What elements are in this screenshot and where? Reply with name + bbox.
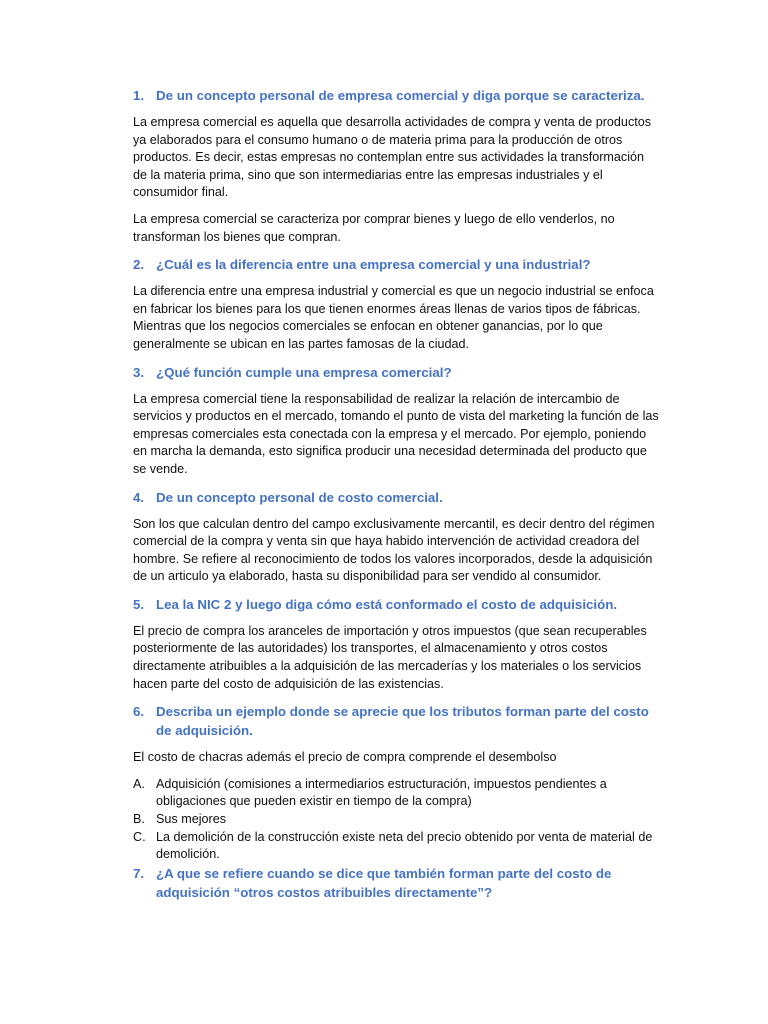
list-letter: A.: [133, 776, 145, 791]
list-item: [133, 776, 659, 811]
question-6: [133, 702, 659, 740]
question-number: 5.: [133, 596, 145, 612]
question-text: De un concepto personal de empresa comercial y diga porque se caracteriza.: [156, 88, 645, 103]
answer-paragraph: Son los que calculan dentro del campo exclusivamente mercantil, es decir dentro del régimen comercial de la compra y venta sin que haya habido intervención de actividad creadora del hombre. Se refiere al reconocimiento de todos los valores incorporados, desde la adquisición de un articulo ya elaborado, hasta su disponibilidad para ser vendido al consumidor.: [133, 516, 655, 584]
list-item: [133, 829, 659, 864]
question-number: 1.: [133, 88, 145, 103]
list-item-text: Adquisición (comisiones a intermediarios estructuración, impuestos pendientes a obligaciones que pueden existir en tiempo de la compra): [156, 776, 607, 809]
question-text: De un concepto personal de costo comercial.: [156, 489, 443, 505]
lettered-list: [133, 776, 659, 864]
list-item: [133, 811, 659, 829]
answer-paragraph: La empresa comercial se caracteriza por comprar bienes y luego de ello venderlos, no transforman los bienes que compran.: [133, 211, 615, 244]
question-5: [133, 595, 659, 614]
question-2: [133, 255, 659, 274]
list-item-text: Sus mejores: [156, 812, 226, 827]
question-text: ¿Cuál es la diferencia entre una empresa comercial y una industrial?: [156, 257, 591, 273]
question-3: [133, 363, 659, 382]
document-page: [133, 86, 659, 911]
question-text: ¿A que se refiere cuando se dice que también forman parte del costo de adquisición “otros costos atribuibles directamente”?: [156, 865, 612, 900]
list-letter: C.: [133, 829, 146, 844]
question-number: 3.: [133, 364, 145, 380]
question-4: [133, 488, 659, 507]
answer-paragraph: El precio de compra los aranceles de importación y otros impuestos (que sean recuperables posteriormente de las autoridades) los transportes, el almacenamiento y otros costos directamente atribuibles a la adquisición de las mercaderías y los materiales o los servicios hacen parte del costo de adquisición de las existencias.: [133, 623, 647, 691]
answer-paragraph: La diferencia entre una empresa industrial y comercial es que un negocio industrial se enfoca en fabricar los bienes para los que tienen enormes áreas llenas de varios tipos de fábricas. Mientras que los negocios comerciales se enfocan en obtener ganancias, por lo que generalmente se ubican en las partes famosas de la ciudad.: [133, 284, 654, 351]
question-number: 6.: [133, 704, 145, 720]
question-number: 7.: [133, 865, 145, 881]
answer-paragraph: La empresa comercial es aquella que desarrolla actividades de compra y venta de productos ya elaborados para el consumo humano o de materia prima para la producción de otros productos. Es decir, estas empresas no contemplan entre sus actividades la transformación de la materia prima, sino que son intermediarias entre las empresas industriales y el consumidor final.: [133, 115, 652, 200]
question-text: ¿Qué función cumple una empresa comercial?: [156, 364, 452, 380]
list-item-text: La demolición de la construcción existe neta del precio obtenido por venta de material de demolición.: [156, 829, 653, 862]
question-text: Lea la NIC 2 y luego diga cómo está conformado el costo de adquisición.: [156, 596, 618, 612]
answer-paragraph: El costo de chacras además el precio de compra comprende el desembolso: [133, 750, 557, 765]
list-letter: B.: [133, 812, 145, 827]
question-1: [133, 86, 659, 105]
question-text: Describa un ejemplo donde se aprecie que los tributos forman parte del costo de adquisición.: [156, 704, 649, 739]
answer-paragraph: La empresa comercial tiene la responsabilidad de realizar la relación de intercambio de servicios y productos en el mercado, tomando el punto de vista del marketing la función de las empresas comerciales esta conectada con la empresa y el mercado. Por ejemplo, poniendo en marcha la demanda, esto significa producir una necesidad determinada del producto que se vende.: [133, 391, 659, 476]
question-7: [133, 864, 659, 902]
question-number: 4.: [133, 489, 145, 505]
question-number: 2.: [133, 257, 145, 273]
